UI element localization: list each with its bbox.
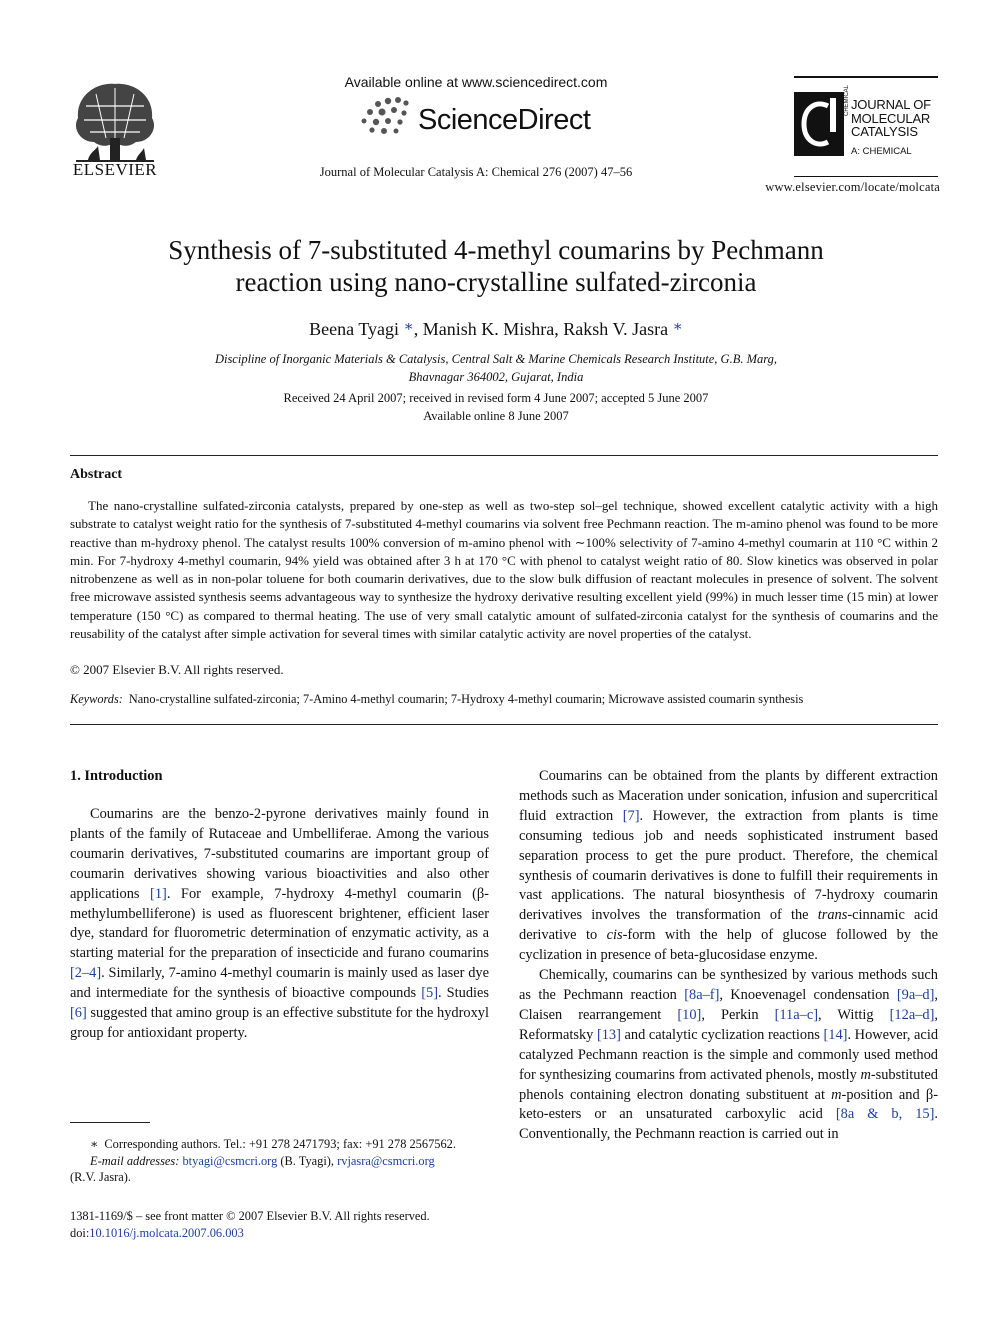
issn-line: 1381-1169/$ – see front matter © 2007 Elsevier B.V. All rights reserved.: [70, 1209, 430, 1223]
email-owner: (R.V. Jasra).: [70, 1170, 132, 1185]
journal-cover-logo: [794, 84, 850, 156]
article-title: [100, 234, 892, 298]
citation-link[interactable]: [1]: [150, 885, 167, 902]
author-name: Beena Tyagi: [309, 319, 400, 339]
corresponding-author-marker[interactable]: ∗: [403, 319, 414, 335]
journal-logo-subtitle: A: CHEMICAL: [851, 146, 912, 157]
section-divider: [70, 455, 938, 456]
email-owner: (B. Tyagi),: [280, 1153, 335, 1168]
journal-citation: Journal of Molecular Catalysis A: Chemical 276 (2007) 47–56: [319, 165, 633, 179]
citation-link[interactable]: [2–4]: [70, 965, 102, 982]
section-heading-introduction: 1. Introduction: [70, 768, 163, 784]
right-column: [519, 767, 938, 1145]
article-history: [150, 389, 842, 425]
affiliation-line: Discipline of Inorganic Materials & Catalysis, Central Salt & Marine Chemicals Research Institute, G.B. Marg,: [214, 352, 778, 366]
citation-link[interactable]: [10]: [677, 1006, 702, 1023]
footnote-divider: [70, 1122, 150, 1123]
affiliation: [150, 350, 842, 386]
received-dates: Received 24 April 2007; received in revised form 4 June 2007; accepted 5 June 2007: [283, 391, 709, 405]
body-paragraph: Coumarins can be obtained from the plants by different extraction methods such as Maceration under sonication, infusion and supercritical fluid extraction [7]. However, the extraction from plants is time consuming tedious job and needs sophisticated instrument based separation process to get the pure product. Therefore, the chemical synthesis of coumarin derivatives is done to fulfill their requirements in vast applications. The natural biosynthesis of 7-hydroxy coumarin derivatives involves the transformation of the trans-cinnamic acid derivative to cis-form with the help of glucose followed by the cyclization in presence of beta-glucosidase enzyme.: [519, 768, 938, 964]
email-footnote: [70, 1153, 489, 1170]
journal-logo-rule-top: [794, 76, 938, 78]
abstract-heading: Abstract: [70, 467, 123, 482]
journal-url-link[interactable]: www.elsevier.com/locate/molcata: [765, 180, 940, 194]
intro-paragraph: Coumarins are the benzo-2-pyrone derivatives mainly found in plants of the family of Rutaceae and Umbelliferae. Among the various coumarin derivatives, 7-substituted coumarins are important group of coumarin derivatives showing various bioactivities and also other applications [1]. For example, 7-hydroxy 4-methyl coumarin (β-methylumbelliferone) is used as fluorescent brightener, efficient laser dye, standard for fluorometric determination of enzymatic activity, as a starting material for the preparation of insecticide and furano coumarins [2–4]. Similarly, 7-amino 4-methyl coumarin is mainly used as laser dye and intermediate for the synthesis of bioactive compounds [5]. Studies [6] suggested that amino group is an effective substitute for the hydroxyl group for antioxidant property.: [70, 806, 489, 1041]
author-list: Beena Tyagi ∗, Manish K. Mishra, Raksh V. Jasra ∗: [309, 319, 683, 339]
email-label: E-mail addresses:: [90, 1153, 180, 1168]
email-link[interactable]: btyagi@csmcri.org: [182, 1153, 278, 1168]
journal-logo-rule-bottom: [794, 176, 938, 177]
available-date: Available online 8 June 2007: [423, 409, 569, 423]
citation-link[interactable]: [6]: [70, 1005, 87, 1022]
corresponding-footnote: ∗ Corresponding authors. Tel.: +91 278 2471793; fax: +91 278 2567562.: [90, 1137, 456, 1151]
body-paragraph: Chemically, coumarins can be synthesized by various methods such as the Pechmann reaction [8a–f], Knoevenagel condensation [9a–d], Claisen rearrangement [10], Perkin [11a–c], Wittig [12a–d], Reformatsky [13] and catalytic cyclization reactions [14]. However, acid catalyzed Pechmann reaction is the simple and commonly used method for synthesizing coumarins from activated phenols, mostly m-substituted phenols containing electron donating substituent at m-position and β-keto-esters or an unsaturated carboxylic acid [8a & b, 15]. Conventionally, the Pechmann reaction is carried out in: [519, 967, 939, 1143]
doi-link[interactable]: 10.1016/j.molcata.2007.06.003: [89, 1226, 244, 1240]
publisher-name: ELSEVIER: [72, 160, 158, 179]
keywords-label: Keywords:: [70, 692, 123, 706]
title-line-1: Synthesis of 7-substituted 4-methyl coumarins by Pechmann: [168, 235, 824, 265]
citation-link[interactable]: [9a–d]: [896, 986, 935, 1003]
sciencedirect-wordmark: ScienceDirect: [418, 104, 591, 136]
available-online-text: Available online at www.sciencedirect.com: [344, 74, 608, 90]
citation-link[interactable]: [11a–c]: [774, 1006, 819, 1023]
abstract-text: The nano-crystalline sulfated-zirconia catalysts, prepared by one-step as well as two-step sol–gel technique, showed excellent catalytic activity with a high substrate to catalyst weight ratio for the synthesis of 7-substituted 4-methyl coumarins via solvent free Pechmann reaction. The m-amino phenol was found to be more reactive than m-hydroxy phenol. The catalyst results 100% conversion of m-amino phenol with ∼100% selectivity of 7-amino 4-methyl coumarin at 110 °C within 2 min. For 7-hydroxy 4-methyl coumarin, 94% yield was obtained after 3 h at 170 °C with phenol to catalyst weight ratio of 80. Slow kinetics was observed in polar nitrobenzene as well as in non-polar toluene for both coumarin derivatives, due to the slow bulk diffusion of reactant molecules in presence of solvent. The solvent free microwave assisted synthesis seems advantageous way to synthesize the hydroxy derivative resulting excellent yield (99%) in much lesser time (15 min) at lower temperature (150 °C) as compared to thermal heating. The use of very small catalytic amount of sulfated-zirconia catalyst for the synthesis of coumarins and the reusability of the catalyst after simple activation for several times with similar catalytic activity are novel properties of the catalyst.: [70, 498, 938, 642]
author-name: Raksh V. Jasra: [563, 319, 669, 339]
left-column: [70, 766, 489, 1044]
abstract-copyright: © 2007 Elsevier B.V. All rights reserved.: [70, 662, 284, 677]
doi-line: doi:10.1016/j.molcata.2007.06.003: [70, 1226, 244, 1240]
title-line-2: reaction using nano-crystalline sulfated-zirconia: [235, 267, 757, 297]
email-link[interactable]: rvjasra@csmcri.org: [337, 1153, 435, 1168]
footnotes: [70, 1136, 489, 1186]
citation-link[interactable]: [14]: [823, 1026, 848, 1043]
section-divider: [70, 724, 938, 725]
abstract-body: [70, 497, 938, 643]
keywords-list: Nano-crystalline sulfated-zirconia; 7-Amino 4-methyl coumarin; 7-Hydroxy 4-methyl coumarin; Microwave assisted coumarin synthesis: [128, 692, 804, 706]
citation-link[interactable]: [7]: [622, 807, 640, 824]
journal-logo-title: JOURNAL OF MOLECULAR CATALYSIS: [851, 97, 931, 139]
affiliation-line: Bhavnagar 364002, Gujarat, India: [408, 370, 584, 384]
citation-link[interactable]: [8a & b, 15]: [835, 1106, 935, 1123]
citation-link[interactable]: [13]: [596, 1026, 621, 1043]
corresponding-author-marker[interactable]: ∗: [672, 319, 683, 335]
citation-link[interactable]: [5]: [421, 985, 438, 1002]
keywords: [70, 692, 938, 707]
citation-link[interactable]: [8a–f]: [684, 986, 720, 1003]
issn-doi: [70, 1208, 489, 1242]
author-name: Manish K. Mishra: [422, 319, 555, 339]
svg-text:CHEMICAL: CHEMICAL: [844, 84, 850, 116]
citation-link[interactable]: [12a–d]: [889, 1006, 935, 1023]
